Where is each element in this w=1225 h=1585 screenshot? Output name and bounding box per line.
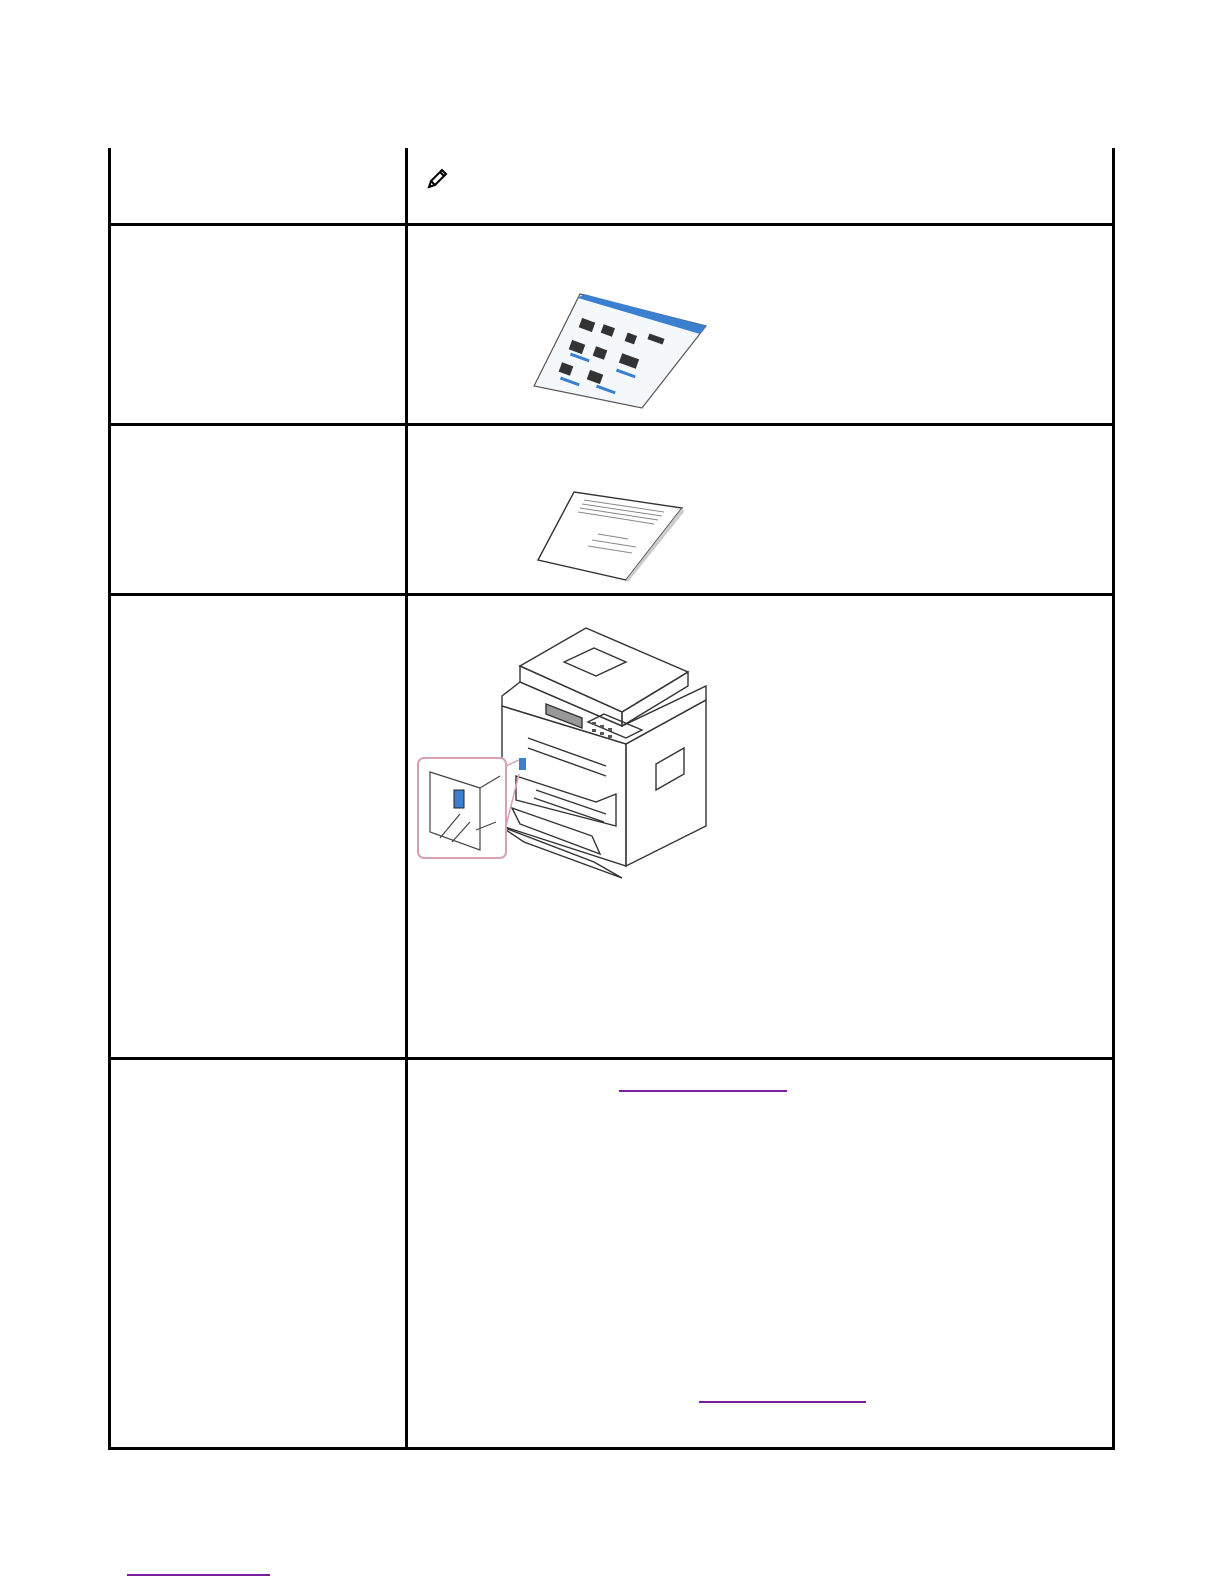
right-cell [407, 148, 1114, 224]
footer-link-underline[interactable] [127, 1574, 270, 1576]
right-cell [407, 594, 1114, 1058]
right-cell [407, 1058, 1114, 1448]
left-cell [110, 1058, 407, 1448]
printer-service-tag-icon [416, 626, 716, 886]
left-cell [110, 424, 407, 594]
support-link-underline[interactable] [619, 1090, 787, 1092]
table-row [110, 1058, 1114, 1448]
table-row [110, 148, 1114, 224]
support-link-underline[interactable] [699, 1401, 866, 1403]
left-cell [110, 148, 407, 224]
right-cell [407, 224, 1114, 424]
booklet-icon [536, 490, 686, 582]
pencil-note-icon [424, 166, 450, 192]
table-row [110, 224, 1114, 424]
left-cell [110, 224, 407, 424]
table-row [110, 424, 1114, 594]
right-cell [407, 424, 1114, 594]
document-table [108, 148, 1115, 1450]
quick-install-poster-icon [530, 290, 710, 410]
left-cell [110, 594, 407, 1058]
table-row [110, 594, 1114, 1058]
